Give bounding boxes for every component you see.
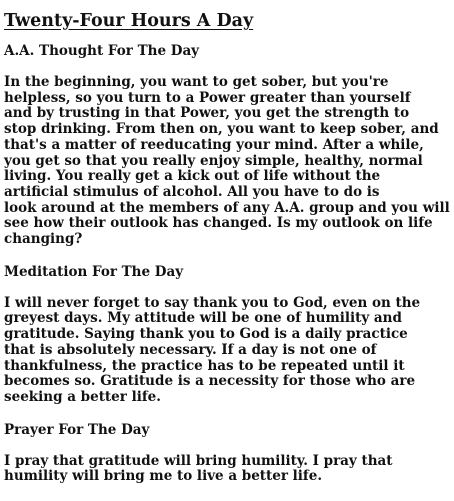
text-line: I will never forget to say thank you to God, even on the (4, 294, 421, 311)
text-line: that's a matter of reeducating your mind. After a while, (4, 136, 424, 153)
text-line: stop drinking. From then on, you want to keep sober, and (4, 121, 439, 138)
text-line: look around at the members of any A.A. group and you will (4, 199, 450, 216)
text-line: see how their outlook has changed. Is my outlook on life (4, 215, 433, 232)
text-line: I pray that gratitude will bring humility. I pray that (4, 452, 393, 469)
text-line: changing? (4, 231, 83, 248)
text-line: greyest days. My attitude will be one of humility and (4, 310, 402, 327)
text-line: gratitude. Saying thank you to God is a daily practice (4, 326, 408, 343)
section-body-thought (4, 75, 452, 248)
section-body-meditation (4, 296, 452, 406)
text-line: that is absolutely necessary. If a day is not one of (4, 341, 377, 358)
text-line: artificial stimulus of alcohol. All you have to do is (4, 183, 380, 200)
section-heading-prayer: Prayer For The Day (4, 421, 150, 438)
text-line: humility will bring me to live a better life. (4, 468, 323, 485)
text-line: In the beginning, you want to get sober, but you're (4, 74, 389, 90)
text-line: you get so that you really enjoy simple, healthy, normal (4, 152, 423, 169)
section-body-prayer (4, 454, 452, 485)
text-line: seeking a better life. (4, 388, 161, 405)
section-heading-thought: A.A. Thought For The Day (4, 43, 200, 59)
section-heading-meditation: Meditation For The Day (4, 263, 184, 280)
text-line: helpless, so you turn to a Power greater than yourself (4, 89, 411, 106)
text-line: becomes so. Gratitude is a necessity for those who are (4, 373, 416, 390)
text-line: thankfulness, the practice has to be repeated until it (4, 357, 405, 374)
reading-page (4, 9, 452, 501)
text-line: and by trusting in that Power, you get the strength to (4, 105, 410, 122)
text-line: living. You really get a kick out of life without the (4, 168, 381, 185)
document-title: Twenty-Four Hours A Day (4, 11, 254, 31)
